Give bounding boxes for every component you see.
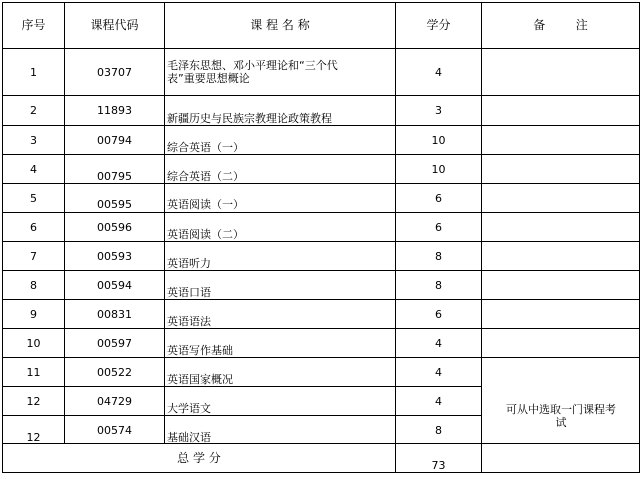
row-13-credit: 8 [435,423,442,437]
header-name: 课 程 名 称 [250,18,310,32]
row-3-code: 00794 [97,133,132,147]
row-11-seq: 11 [26,365,41,379]
row-7-credit: 8 [435,249,442,263]
row-6-name: 英语阅读（二） [167,227,244,241]
row-2-code: 11893 [97,104,132,117]
row-1-credit: 4 [435,65,442,79]
row-1-name [165,49,395,95]
row-9-code: 00831 [97,307,132,321]
header-credit: 学分 [426,18,451,32]
row-11-code: 00522 [97,365,132,379]
row-7-seq: 7 [30,249,37,263]
header-seq: 序号 [21,18,46,32]
row-4-name: 综合英语（二） [167,169,244,183]
row-1-name-line1: 毛泽东思想、邓小平理论和“三个代 [167,59,338,72]
elective-remark: 可从中选取一门课程考试 [506,402,616,429]
row-2-seq: 2 [30,104,37,117]
row-9-name: 英语语法 [167,314,211,328]
row-1-code: 03707 [97,65,132,79]
row-4-code: 00795 [97,169,132,183]
row-3-seq: 3 [30,133,37,147]
row-1-seq: 1 [30,65,37,79]
row-8-name: 英语口语 [167,285,211,299]
row-8-credit: 8 [435,278,442,292]
rule-right [639,2,640,473]
row-9-seq: 9 [30,307,37,321]
row-4-credit: 10 [431,162,446,176]
row-8-seq: 8 [30,278,37,292]
row-12-seq: 12 [26,394,41,408]
row-5-name: 英语阅读（一） [167,197,244,211]
row-10-seq: 10 [26,336,41,350]
row-11-credit: 4 [435,365,442,379]
row-6-seq: 6 [30,220,37,234]
row-5-credit: 6 [435,191,442,205]
row-3-name: 综合英语（一） [167,140,244,154]
row-13-seq: 12 [26,430,41,444]
row-12-credit: 4 [435,394,442,408]
row-5-seq: 5 [30,191,37,205]
row-5-code: 00595 [97,197,132,211]
row-13-code: 00574 [97,423,132,437]
row-12-name: 大学语文 [167,401,211,415]
row-7-name: 英语听力 [167,256,211,270]
row-7-code: 00593 [97,249,132,263]
row-2-credit: 3 [435,104,442,117]
total-label: 总 学 分 [177,450,221,465]
total-value: 73 [431,458,446,472]
row-10-name: 英语写作基础 [167,343,233,357]
rule-credit-remark [481,2,482,473]
row-2-name: 新疆历史与民族宗教理论政策教程 [167,112,332,125]
row-3-credit: 10 [431,133,446,147]
row-11-name: 英语国家概况 [167,372,233,386]
row-6-code: 00596 [97,220,132,234]
header-remark: 备 注 [533,18,588,32]
row-13-name: 基础汉语 [167,430,211,444]
row-10-credit: 4 [435,336,442,350]
row-4-seq: 4 [30,162,37,176]
header-code: 课程代码 [90,18,139,32]
row-10-code: 00597 [97,336,132,350]
row-9-credit: 6 [435,307,442,321]
row-12-code: 04729 [97,394,132,408]
row-6-credit: 6 [435,220,442,234]
rule-bottom [2,472,640,473]
row-1-name-line2: 表”重要思想概论 [167,72,250,85]
row-8-code: 00594 [97,278,132,292]
